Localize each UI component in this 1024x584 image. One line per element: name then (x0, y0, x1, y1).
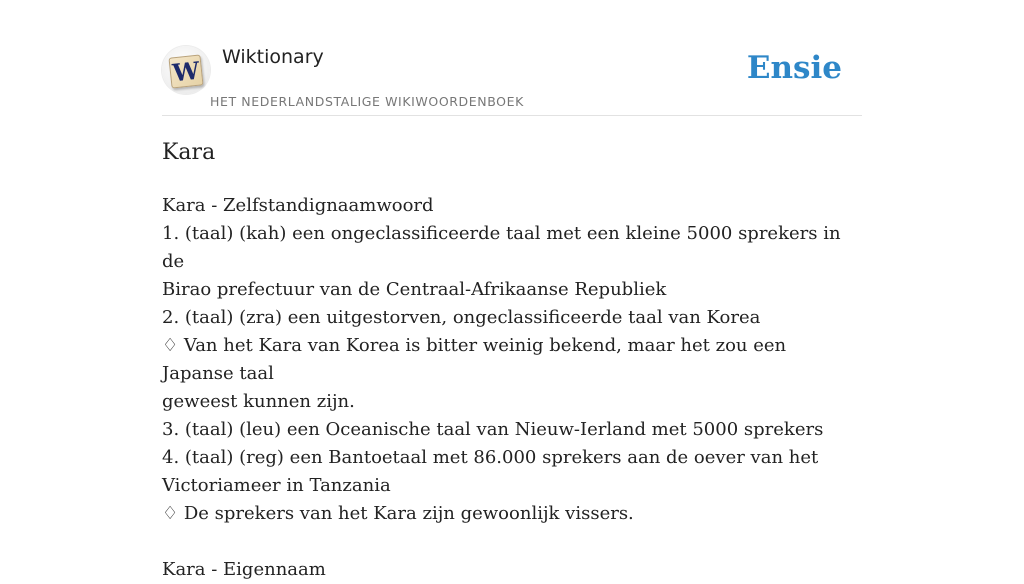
section-heading: Kara - Zelfstandignaamwoord (162, 195, 434, 216)
section-heading: Kara - Eigennaam (162, 559, 326, 580)
example-line: ♢ De sprekers van het Kara zijn gewoonlijk vissers. (162, 503, 634, 524)
header-divider (162, 115, 862, 116)
site-tagline: HET NEDERLANDSTALIGE WIKIWOORDENBOEK (210, 94, 524, 109)
definition-line: 3. (taal) (leu) een Oceanische taal van Nieuw-Ierland met 5000 sprekers (162, 419, 824, 440)
site-name[interactable]: Wiktionary (222, 46, 324, 68)
ensie-brand-link[interactable]: Ensie (746, 50, 842, 86)
entry-title: Kara (162, 140, 216, 165)
logo-letter: W (168, 54, 203, 88)
definition-line: Victoriameer in Tanzania (162, 475, 391, 496)
spacer (162, 528, 862, 556)
definition-line: 4. (taal) (reg) een Bantoetaal met 86.000 sprekers aan de oever van het (162, 447, 819, 468)
example-line: ♢ Van het Kara van Korea is bitter weinig bekend, maar het zou een Japanse taal (162, 335, 787, 384)
definition-line: Birao prefectuur van de Centraal-Afrikaanse Republiek (162, 279, 667, 300)
wiktionary-logo-icon[interactable] (162, 46, 210, 94)
definition-line: 2. (taal) (zra) een uitgestorven, ongeclassificeerde taal van Korea (162, 307, 761, 328)
entry-definitions (162, 192, 862, 584)
definition-line: 1. (taal) (kah) een ongeclassificeerde taal met een kleine 5000 sprekers in de (162, 223, 841, 272)
example-line: geweest kunnen zijn. (162, 391, 355, 412)
